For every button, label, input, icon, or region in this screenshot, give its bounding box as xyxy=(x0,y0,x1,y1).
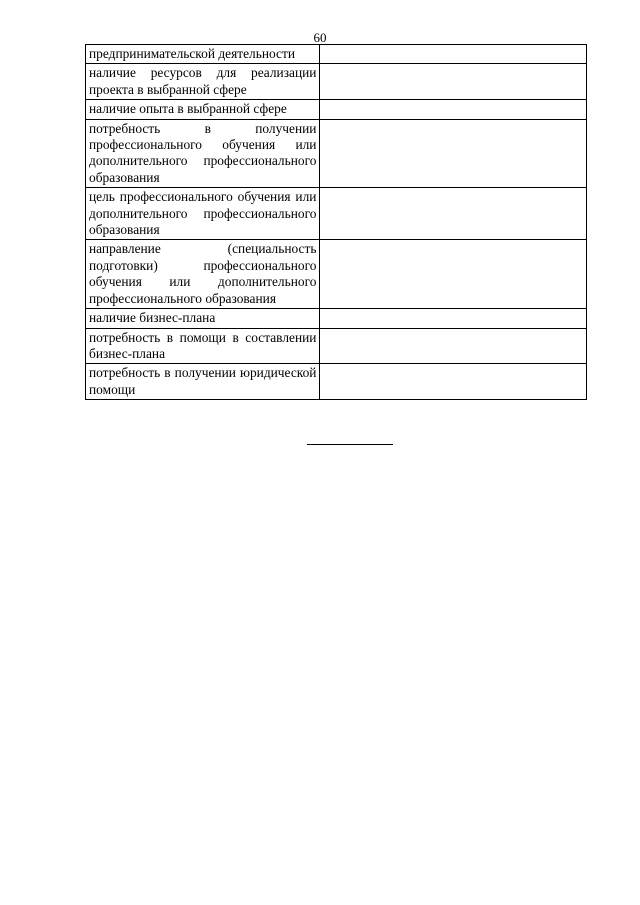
table-row xyxy=(86,45,587,64)
table-row xyxy=(86,188,587,240)
row-value-cell xyxy=(320,309,587,328)
row-value-cell xyxy=(320,240,587,309)
row-label: потребность в помощи в составлении бизнес-плана xyxy=(86,328,320,364)
row-label: потребность в получении профессионального обучения или дополнительного профессионального образования xyxy=(86,119,320,188)
end-of-document-rule xyxy=(307,444,393,445)
table-row xyxy=(86,364,587,400)
row-label: наличие бизнес-плана xyxy=(86,309,320,328)
row-label: наличие опыта в выбранной сфере xyxy=(86,100,320,119)
table-row xyxy=(86,309,587,328)
row-value-cell xyxy=(320,100,587,119)
table-row xyxy=(86,100,587,119)
table-row xyxy=(86,119,587,188)
row-value-cell xyxy=(320,64,587,100)
row-value-cell xyxy=(320,45,587,64)
row-label: предпринимательской деятельности xyxy=(86,45,320,64)
page-number: 60 xyxy=(313,30,327,45)
row-label: цель профессионального обучения или дополнительного профессионального образования xyxy=(86,188,320,240)
table-row xyxy=(86,328,587,364)
row-value-cell xyxy=(320,328,587,364)
row-value-cell xyxy=(320,188,587,240)
row-label: потребность в получении юридической помощи xyxy=(86,364,320,400)
table-row xyxy=(86,240,587,309)
row-value-cell xyxy=(320,364,587,400)
row-label: наличие ресурсов для реализации проекта в выбранной сфере xyxy=(86,64,320,100)
row-value-cell xyxy=(320,119,587,188)
questionnaire-table xyxy=(85,44,587,400)
row-label: направление (специальность подготовки) профессионального обучения или дополнительного профессионального образования xyxy=(86,240,320,309)
table-row xyxy=(86,64,587,100)
